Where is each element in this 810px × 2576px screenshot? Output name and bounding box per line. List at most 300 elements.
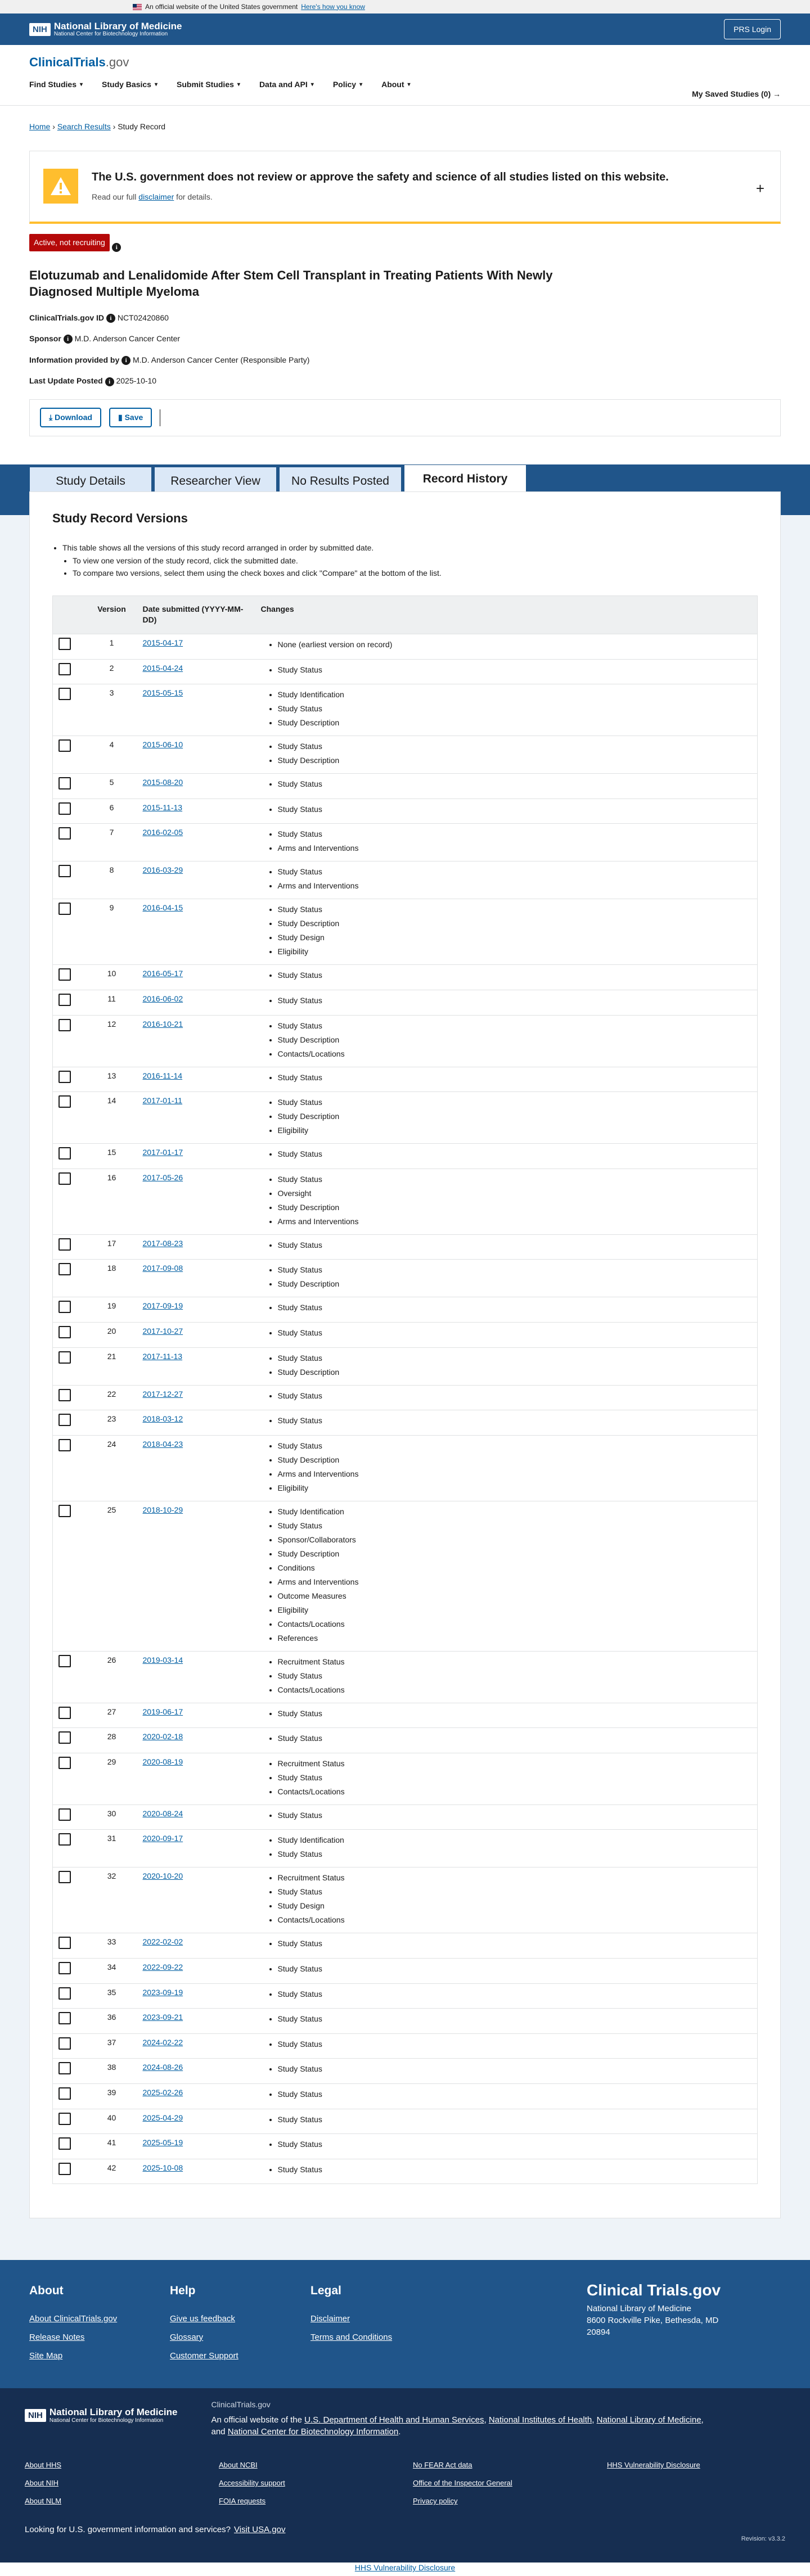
change-item: • Study Status: [278, 2113, 752, 2127]
version-date-link[interactable]: 2024-08-26: [142, 2063, 183, 2072]
version-number: 2: [87, 659, 137, 684]
version-date-link[interactable]: 2015-06-10: [142, 740, 183, 750]
hhs-link[interactable]: U.S. Department of Health and Human Services: [304, 2415, 484, 2425]
version-checkbox[interactable]: [58, 903, 71, 915]
version-date-link[interactable]: 2020-08-19: [142, 1757, 183, 1766]
version-checkbox[interactable]: [58, 1937, 71, 1949]
footer-disclaimer[interactable]: Disclaimer: [310, 2313, 350, 2324]
disclaimer-link[interactable]: disclaimer: [138, 192, 174, 202]
version-checkbox[interactable]: [58, 1871, 71, 1883]
version-number: 40: [87, 2109, 137, 2134]
change-item: • Eligibility: [278, 1481, 752, 1495]
version-number: 32: [87, 1867, 137, 1933]
changes-list: [261, 1095, 752, 1138]
nlm-link[interactable]: National Library of Medicine: [596, 2415, 701, 2425]
change-item: • Study Status: [278, 903, 752, 917]
version-checkbox[interactable]: [58, 1019, 71, 1031]
change-item: • Study Description: [278, 1365, 752, 1379]
version-date-link[interactable]: 2025-05-19: [142, 2138, 183, 2148]
change-item: • Recruitment Status: [278, 1655, 752, 1669]
heres-how-link[interactable]: Here's how you know: [301, 2, 365, 11]
table-row: [53, 2109, 758, 2134]
change-item: • Study Status: [278, 2012, 752, 2026]
changes-list: [261, 2062, 752, 2076]
footer-grid-link[interactable]: Office of the Inspector General: [413, 2479, 512, 2488]
version-date-link[interactable]: 2016-02-05: [142, 828, 183, 837]
version-checkbox[interactable]: [58, 1095, 71, 1108]
changes-list: [261, 638, 752, 652]
footer-address: [587, 2282, 781, 2338]
changes-list: [261, 1833, 752, 1861]
change-item: • Study Design: [278, 931, 752, 945]
table-row: [53, 2159, 758, 2184]
expand-plus-icon[interactable]: +: [755, 179, 764, 197]
footer-release-notes[interactable]: Release Notes: [29, 2332, 85, 2342]
version-checkbox[interactable]: [58, 2137, 71, 2150]
info-icon[interactable]: i: [105, 377, 114, 386]
footer-legal-heading: Legal: [310, 2284, 341, 2298]
version-date-link[interactable]: 2018-10-29: [142, 1505, 183, 1514]
changes-list: [261, 1414, 752, 1428]
version-checkbox[interactable]: [58, 1263, 71, 1275]
version-checkbox[interactable]: [58, 1301, 71, 1313]
version-number: 17: [87, 1234, 137, 1260]
version-checkbox[interactable]: [58, 802, 71, 815]
version-number: 18: [87, 1260, 137, 1297]
version-checkbox[interactable]: [58, 1326, 71, 1338]
version-date-link[interactable]: 2024-02-22: [142, 2037, 183, 2047]
version-checkbox[interactable]: [58, 1655, 71, 1667]
nlm-sub: National Center for Biotechnology Information: [53, 31, 168, 38]
study-meta: [29, 313, 781, 387]
breadcrumb-separator-icon: ›: [52, 122, 57, 131]
main-menu: [29, 79, 781, 91]
changes-list: [261, 1071, 752, 1085]
changes-list: [261, 2137, 752, 2151]
change-item: • Eligibility: [278, 1124, 752, 1138]
version-number: 33: [87, 1933, 137, 1959]
changes-list: [261, 777, 752, 791]
changes-list: [261, 1937, 752, 1951]
version-date-link[interactable]: 2018-03-12: [142, 1414, 183, 1424]
version-number: 37: [87, 2033, 137, 2059]
version-checkbox[interactable]: [58, 1707, 71, 1719]
info-icon[interactable]: i: [64, 335, 73, 344]
change-item: • Sponsor/Collaborators: [278, 1533, 752, 1547]
breadcrumb: [0, 121, 810, 133]
version-checkbox[interactable]: [58, 1962, 71, 1974]
version-date-link[interactable]: 2015-04-24: [142, 663, 183, 673]
version-date-link[interactable]: 2016-11-14: [142, 1071, 183, 1080]
version-checkbox[interactable]: [58, 1071, 71, 1083]
changes-list: [261, 1389, 752, 1403]
version-number: 34: [87, 1959, 137, 1984]
version-date-link[interactable]: 2015-08-20: [142, 778, 183, 787]
table-row: [53, 861, 758, 899]
breadcrumb-home[interactable]: Home: [29, 122, 51, 131]
changes-list: [261, 1439, 752, 1495]
tab-researcher-view[interactable]: Researcher View: [154, 467, 277, 496]
col-version: Version: [87, 595, 137, 634]
version-date-link[interactable]: 2015-05-15: [142, 688, 183, 698]
footer-official-line: An official website of the U.S. Department of Health and Human Services, National Institutes of Health, National Library of Medicine, and National Center for Biotechnology Information.: [211, 2415, 704, 2437]
table-row: [53, 2059, 758, 2084]
table-row: [53, 659, 758, 684]
change-item: • Arms and Interventions: [278, 879, 752, 893]
version-date-link[interactable]: 2017-09-19: [142, 1301, 183, 1311]
version-checkbox[interactable]: [58, 1731, 71, 1744]
version-checkbox[interactable]: [58, 827, 71, 840]
version-number: 10: [87, 965, 137, 990]
alert-title: The U.S. government does not review or approve the safety and science of all studies listed on this website.: [92, 171, 669, 184]
intro-bullet: • To compare two versions, select them using the check boxes and click "Compare" at the bottom of the list.: [73, 567, 758, 580]
change-item: • Study Description: [278, 1201, 752, 1215]
footer-grid-link[interactable]: FOIA requests: [219, 2497, 266, 2506]
status-badge: Active, not recruiting: [29, 234, 110, 252]
breadcrumb-current: Study Record: [118, 122, 166, 131]
menu-find-studies[interactable]: Find Studies ▾: [29, 79, 83, 89]
version-checkbox[interactable]: [58, 2113, 71, 2125]
change-item: • Study Status: [278, 1962, 752, 1976]
footer-grid-link[interactable]: About HHS: [25, 2461, 62, 2469]
footer-ct-label: ClinicalTrials.gov: [211, 2400, 271, 2410]
change-item: • Study Status: [278, 1301, 752, 1315]
changes-list: [261, 2163, 752, 2177]
footer-glossary[interactable]: Glossary: [170, 2332, 204, 2342]
table-row: [53, 634, 758, 659]
version-checkbox[interactable]: [58, 739, 71, 752]
change-item: • Study Status: [278, 827, 752, 841]
footer-nlm-logo[interactable]: [25, 2407, 178, 2424]
version-number: 24: [87, 1435, 137, 1501]
footer-links: [0, 2260, 810, 2388]
change-item: • Study Status: [278, 1707, 752, 1721]
version-number: 30: [87, 1804, 137, 1830]
change-item: • Study Status: [278, 1326, 752, 1340]
version-date-link[interactable]: 2017-11-13: [142, 1351, 183, 1361]
study-title: Elotuzumab and Lenalidomide After Stem Cell Transplant in Treating Patients With Newly Diagnosed Multiple Myeloma: [29, 268, 553, 299]
version-checkbox[interactable]: [58, 1414, 71, 1426]
footer-grid-link[interactable]: About NCBI: [219, 2461, 258, 2469]
version-number: 9: [87, 899, 137, 965]
table-row: [53, 684, 758, 736]
version-date-link[interactable]: 2017-09-08: [142, 1264, 183, 1273]
change-item: • Study Status: [278, 994, 752, 1008]
version-checkbox[interactable]: [58, 1172, 71, 1185]
footer-about-ct[interactable]: About ClinicalTrials.gov: [29, 2313, 118, 2324]
changes-list: [261, 1263, 752, 1291]
changes-list: [261, 1147, 752, 1161]
version-date-link[interactable]: 2015-11-13: [142, 802, 183, 812]
changes-list: [261, 739, 752, 768]
footer-ct-logo: Clinical Trials.gov: [587, 2281, 721, 2299]
version-number: 42: [87, 2159, 137, 2184]
table-row: [53, 899, 758, 965]
version-number: 14: [87, 1092, 137, 1144]
version-date-link[interactable]: 2022-09-22: [142, 1963, 183, 1972]
version-number: 31: [87, 1830, 137, 1867]
table-row: [53, 1347, 758, 1385]
version-checkbox[interactable]: [58, 688, 71, 700]
info-icon[interactable]: i: [112, 243, 121, 252]
change-item: • Contacts/Locations: [278, 1785, 752, 1799]
version-checkbox[interactable]: [58, 2012, 71, 2024]
version-date-link[interactable]: 2025-04-29: [142, 2113, 183, 2122]
changes-list: [261, 663, 752, 677]
changes-list: [261, 2037, 752, 2051]
version-checkbox[interactable]: [58, 1808, 71, 1821]
change-item: • Study Status: [278, 1847, 752, 1861]
ncbi-link[interactable]: National Center for Biotechnology Information: [227, 2427, 399, 2437]
changes-list: [261, 1962, 752, 1976]
footer-site-map[interactable]: Site Map: [29, 2351, 63, 2361]
version-date-link[interactable]: 2020-10-20: [142, 1871, 183, 1881]
table-row: [53, 2033, 758, 2059]
version-date-link[interactable]: 2023-09-19: [142, 1987, 183, 1997]
footer-feedback[interactable]: Give us feedback: [170, 2313, 235, 2324]
table-row: [53, 1015, 758, 1067]
breadcrumb-separator-icon: ›: [112, 122, 118, 131]
version-date-link[interactable]: 2017-01-17: [142, 1148, 183, 1157]
footer-grid-link: [607, 2478, 801, 2488]
change-item: • Study Status: [278, 1439, 752, 1453]
version-date-link[interactable]: 2019-03-14: [142, 1655, 183, 1664]
footer-terms[interactable]: Terms and Conditions: [310, 2332, 393, 2342]
table-row: [53, 1804, 758, 1830]
change-item: • Study Description: [278, 1109, 752, 1124]
version-checkbox[interactable]: [58, 2087, 71, 2100]
version-date-link[interactable]: 2016-05-17: [142, 969, 183, 978]
save-button[interactable]: ▮ Save: [109, 408, 152, 427]
footer-about-heading: About: [29, 2284, 64, 2298]
versions-intro: • This table shows all the versions of this study record arranged in order by submitted date. • To view one version of the study record, click the submitted date. • To compare two versions, select them using the check boxes and click "Compare" at the bottom of the list.: [52, 542, 758, 580]
version-date-link[interactable]: 2020-09-17: [142, 1834, 183, 1843]
table-row: [53, 1410, 758, 1436]
changes-list: [261, 802, 752, 816]
change-item: • Study Status: [278, 1263, 752, 1277]
menu-study-basics[interactable]: Study Basics ▾: [102, 79, 158, 89]
change-item: • References: [278, 1631, 752, 1645]
version-checkbox[interactable]: [58, 1987, 71, 2000]
versions-table: [52, 595, 758, 2185]
breadcrumb-search[interactable]: Search Results: [57, 122, 111, 131]
versions-card: [29, 491, 781, 2218]
change-item: • Study Status: [278, 2163, 752, 2177]
version-date-link[interactable]: 2017-08-23: [142, 1238, 183, 1248]
usagov-line: Looking for U.S. government information and services? Visit USA.gov: [25, 2524, 286, 2534]
version-date-link[interactable]: 2017-12-27: [142, 1389, 183, 1398]
footer-grid-link[interactable]: Privacy policy: [413, 2497, 458, 2506]
footer-grid-link[interactable]: About NIH: [25, 2479, 58, 2488]
version-checkbox[interactable]: [58, 1505, 71, 1517]
footer-grid-link: [607, 2496, 801, 2506]
change-item: • Study Status: [278, 739, 752, 754]
tab-no-results[interactable]: No Results Posted: [279, 467, 402, 496]
version-number: 13: [87, 1067, 137, 1092]
change-item: • Study Status: [278, 1389, 752, 1403]
table-row: [53, 1728, 758, 1753]
download-icon: ⤓: [49, 413, 53, 422]
changes-list: [261, 1238, 752, 1252]
change-item: • Study Identification: [278, 1505, 752, 1519]
menu-policy[interactable]: Policy ▾: [332, 79, 363, 89]
footer-grid-link[interactable]: About NLM: [25, 2497, 62, 2506]
footer-grid-link[interactable]: No FEAR Act data: [413, 2461, 472, 2469]
version-number: 3: [87, 684, 137, 736]
version-number: 38: [87, 2059, 137, 2084]
version-date-link[interactable]: 2017-01-11: [142, 1096, 183, 1106]
change-item: • Conditions: [278, 1561, 752, 1575]
table-row: [53, 1385, 758, 1410]
nih-link[interactable]: National Institutes of Health: [488, 2415, 592, 2425]
change-item: • Study Status: [278, 1808, 752, 1822]
version-checkbox[interactable]: [58, 1147, 71, 1160]
table-row: [53, 1651, 758, 1703]
version-number: 6: [87, 798, 137, 824]
version-checkbox[interactable]: [58, 663, 71, 675]
chevron-down-icon: ▾: [80, 81, 83, 88]
changes-list: [261, 1731, 752, 1745]
table-row: [53, 1983, 758, 2009]
col-date: Date submitted (YYYY-MM-DD): [137, 595, 255, 634]
usagov-link[interactable]: Visit USA.gov: [234, 2524, 286, 2534]
chevron-down-icon: ▾: [310, 81, 314, 88]
change-item: • Study Status: [278, 1095, 752, 1109]
menu-submit-studies[interactable]: Submit Studies ▾: [177, 79, 240, 89]
changes-list: [261, 1987, 752, 2001]
version-number: 35: [87, 1983, 137, 2009]
change-item: • Study Description: [278, 716, 752, 730]
change-item: • Study Status: [278, 663, 752, 677]
change-item: • Study Design: [278, 1899, 752, 1913]
change-item: • Study Status: [278, 1238, 752, 1252]
version-date-link[interactable]: 2020-08-24: [142, 1808, 183, 1818]
version-number: 16: [87, 1169, 137, 1234]
table-row: [53, 990, 758, 1015]
change-item: • Study Description: [278, 754, 752, 768]
nlm-name: National Library of Medicine: [53, 20, 182, 31]
hhs-vuln-link[interactable]: HHS Vulnerability Disclosure: [354, 2563, 456, 2573]
change-item: • Arms and Interventions: [278, 1575, 752, 1589]
version-number: 20: [87, 1322, 137, 1347]
change-item: • Study Status: [278, 2137, 752, 2151]
download-button[interactable]: ⤓ Download: [40, 408, 101, 427]
change-item: • Study Status: [278, 1414, 752, 1428]
version-checkbox[interactable]: [58, 2163, 71, 2175]
version-checkbox[interactable]: [58, 1757, 71, 1769]
change-item: • Study Status: [278, 1071, 752, 1085]
table-row: [53, 1234, 758, 1260]
version-date-link[interactable]: 2016-10-21: [142, 1019, 183, 1028]
version-checkbox[interactable]: [58, 1439, 71, 1451]
version-date-link[interactable]: 2016-03-29: [142, 865, 183, 875]
version-date-link[interactable]: 2018-04-23: [142, 1439, 183, 1449]
footer-help-heading: Help: [170, 2284, 196, 2298]
menu-about[interactable]: About ▾: [381, 79, 411, 89]
version-date-link[interactable]: 2017-10-27: [142, 1326, 183, 1336]
table-row: [53, 1933, 758, 1959]
table-row: [53, 1435, 758, 1501]
nlm-logo[interactable]: [29, 21, 182, 38]
version-checkbox[interactable]: [58, 865, 71, 877]
provided-by-row: Information provided by i M.D. Anderson Cancer Center (Responsible Party): [29, 355, 310, 364]
version-date-link[interactable]: 2023-09-21: [142, 2013, 183, 2022]
address-line: National Library of Medicine: [587, 2304, 691, 2314]
changes-list: [261, 1172, 752, 1229]
change-item: • Study Status: [278, 1519, 752, 1533]
change-item: • Study Status: [278, 1885, 752, 1899]
change-item: • Recruitment Status: [278, 1871, 752, 1885]
version-checkbox[interactable]: [58, 1389, 71, 1401]
version-checkbox[interactable]: [58, 638, 71, 650]
changes-list: [261, 1655, 752, 1697]
table-row: [53, 774, 758, 799]
table-row: [53, 965, 758, 990]
version-date-link[interactable]: 2019-06-17: [142, 1707, 183, 1716]
footer-grid-link[interactable]: Accessibility support: [219, 2479, 285, 2488]
version-checkbox[interactable]: [58, 1833, 71, 1846]
version-checkbox[interactable]: [58, 2037, 71, 2050]
change-item: • Study Status: [278, 968, 752, 982]
version-checkbox[interactable]: [58, 777, 71, 790]
change-item: • Study Description: [278, 917, 752, 931]
version-checkbox[interactable]: [58, 2062, 71, 2074]
change-item: • Contacts/Locations: [278, 1617, 752, 1631]
version-checkbox[interactable]: [58, 1238, 71, 1251]
last-update-row: Last Update Posted i 2025-10-10: [29, 376, 157, 386]
change-item: • Study Status: [278, 1019, 752, 1033]
version-date-link[interactable]: 2022-02-02: [142, 1937, 183, 1947]
version-checkbox[interactable]: [58, 994, 71, 1006]
table-row: [53, 1144, 758, 1169]
version-date-link[interactable]: 2015-04-17: [142, 638, 183, 647]
footer-support[interactable]: Customer Support: [170, 2351, 238, 2361]
version-date-link[interactable]: 2016-06-02: [142, 994, 183, 1003]
info-icon[interactable]: i: [122, 356, 130, 365]
sponsor-row: Sponsor i M.D. Anderson Cancer Center: [29, 334, 181, 344]
version-number: 23: [87, 1410, 137, 1436]
footer-grid-link[interactable]: HHS Vulnerability Disclosure: [607, 2461, 700, 2469]
footer-nlm-name: National Library of Medicine: [49, 2407, 178, 2418]
disclaimer-alert: [29, 151, 781, 224]
footer-grid: [25, 2460, 785, 2507]
my-saved-studies[interactable]: My Saved Studies (0) →: [692, 89, 781, 98]
info-icon[interactable]: i: [106, 314, 115, 323]
tab-record-history[interactable]: Record History: [404, 464, 526, 494]
version-date-link[interactable]: 2017-05-26: [142, 1172, 183, 1182]
table-row: [53, 1867, 758, 1933]
prs-login-button[interactable]: PRS Login: [724, 19, 781, 39]
us-flag-icon: [133, 4, 142, 10]
version-date-link[interactable]: 2020-02-18: [142, 1732, 183, 1742]
tab-study-details[interactable]: Study Details: [29, 467, 152, 496]
table-row: [53, 1830, 758, 1867]
site-nav: [0, 45, 810, 106]
menu-data-api[interactable]: Data and API ▾: [259, 79, 314, 89]
footer-nlm-sub: National Center for Biotechnology Information: [49, 2417, 164, 2424]
version-checkbox[interactable]: [58, 968, 71, 981]
version-number: 12: [87, 1015, 137, 1067]
ct-logo[interactable]: ClinicalTrials.gov: [29, 55, 129, 69]
version-date-link[interactable]: 2025-10-08: [142, 2163, 183, 2172]
version-checkbox[interactable]: [58, 1351, 71, 1364]
actions-bar: [29, 399, 781, 436]
changes-list: [261, 2113, 752, 2127]
version-date-link[interactable]: 2025-02-26: [142, 2088, 183, 2097]
version-date-link[interactable]: 2016-04-15: [142, 903, 183, 913]
changes-list: [261, 1326, 752, 1340]
nih-logo-icon: NIH: [25, 2409, 46, 2422]
